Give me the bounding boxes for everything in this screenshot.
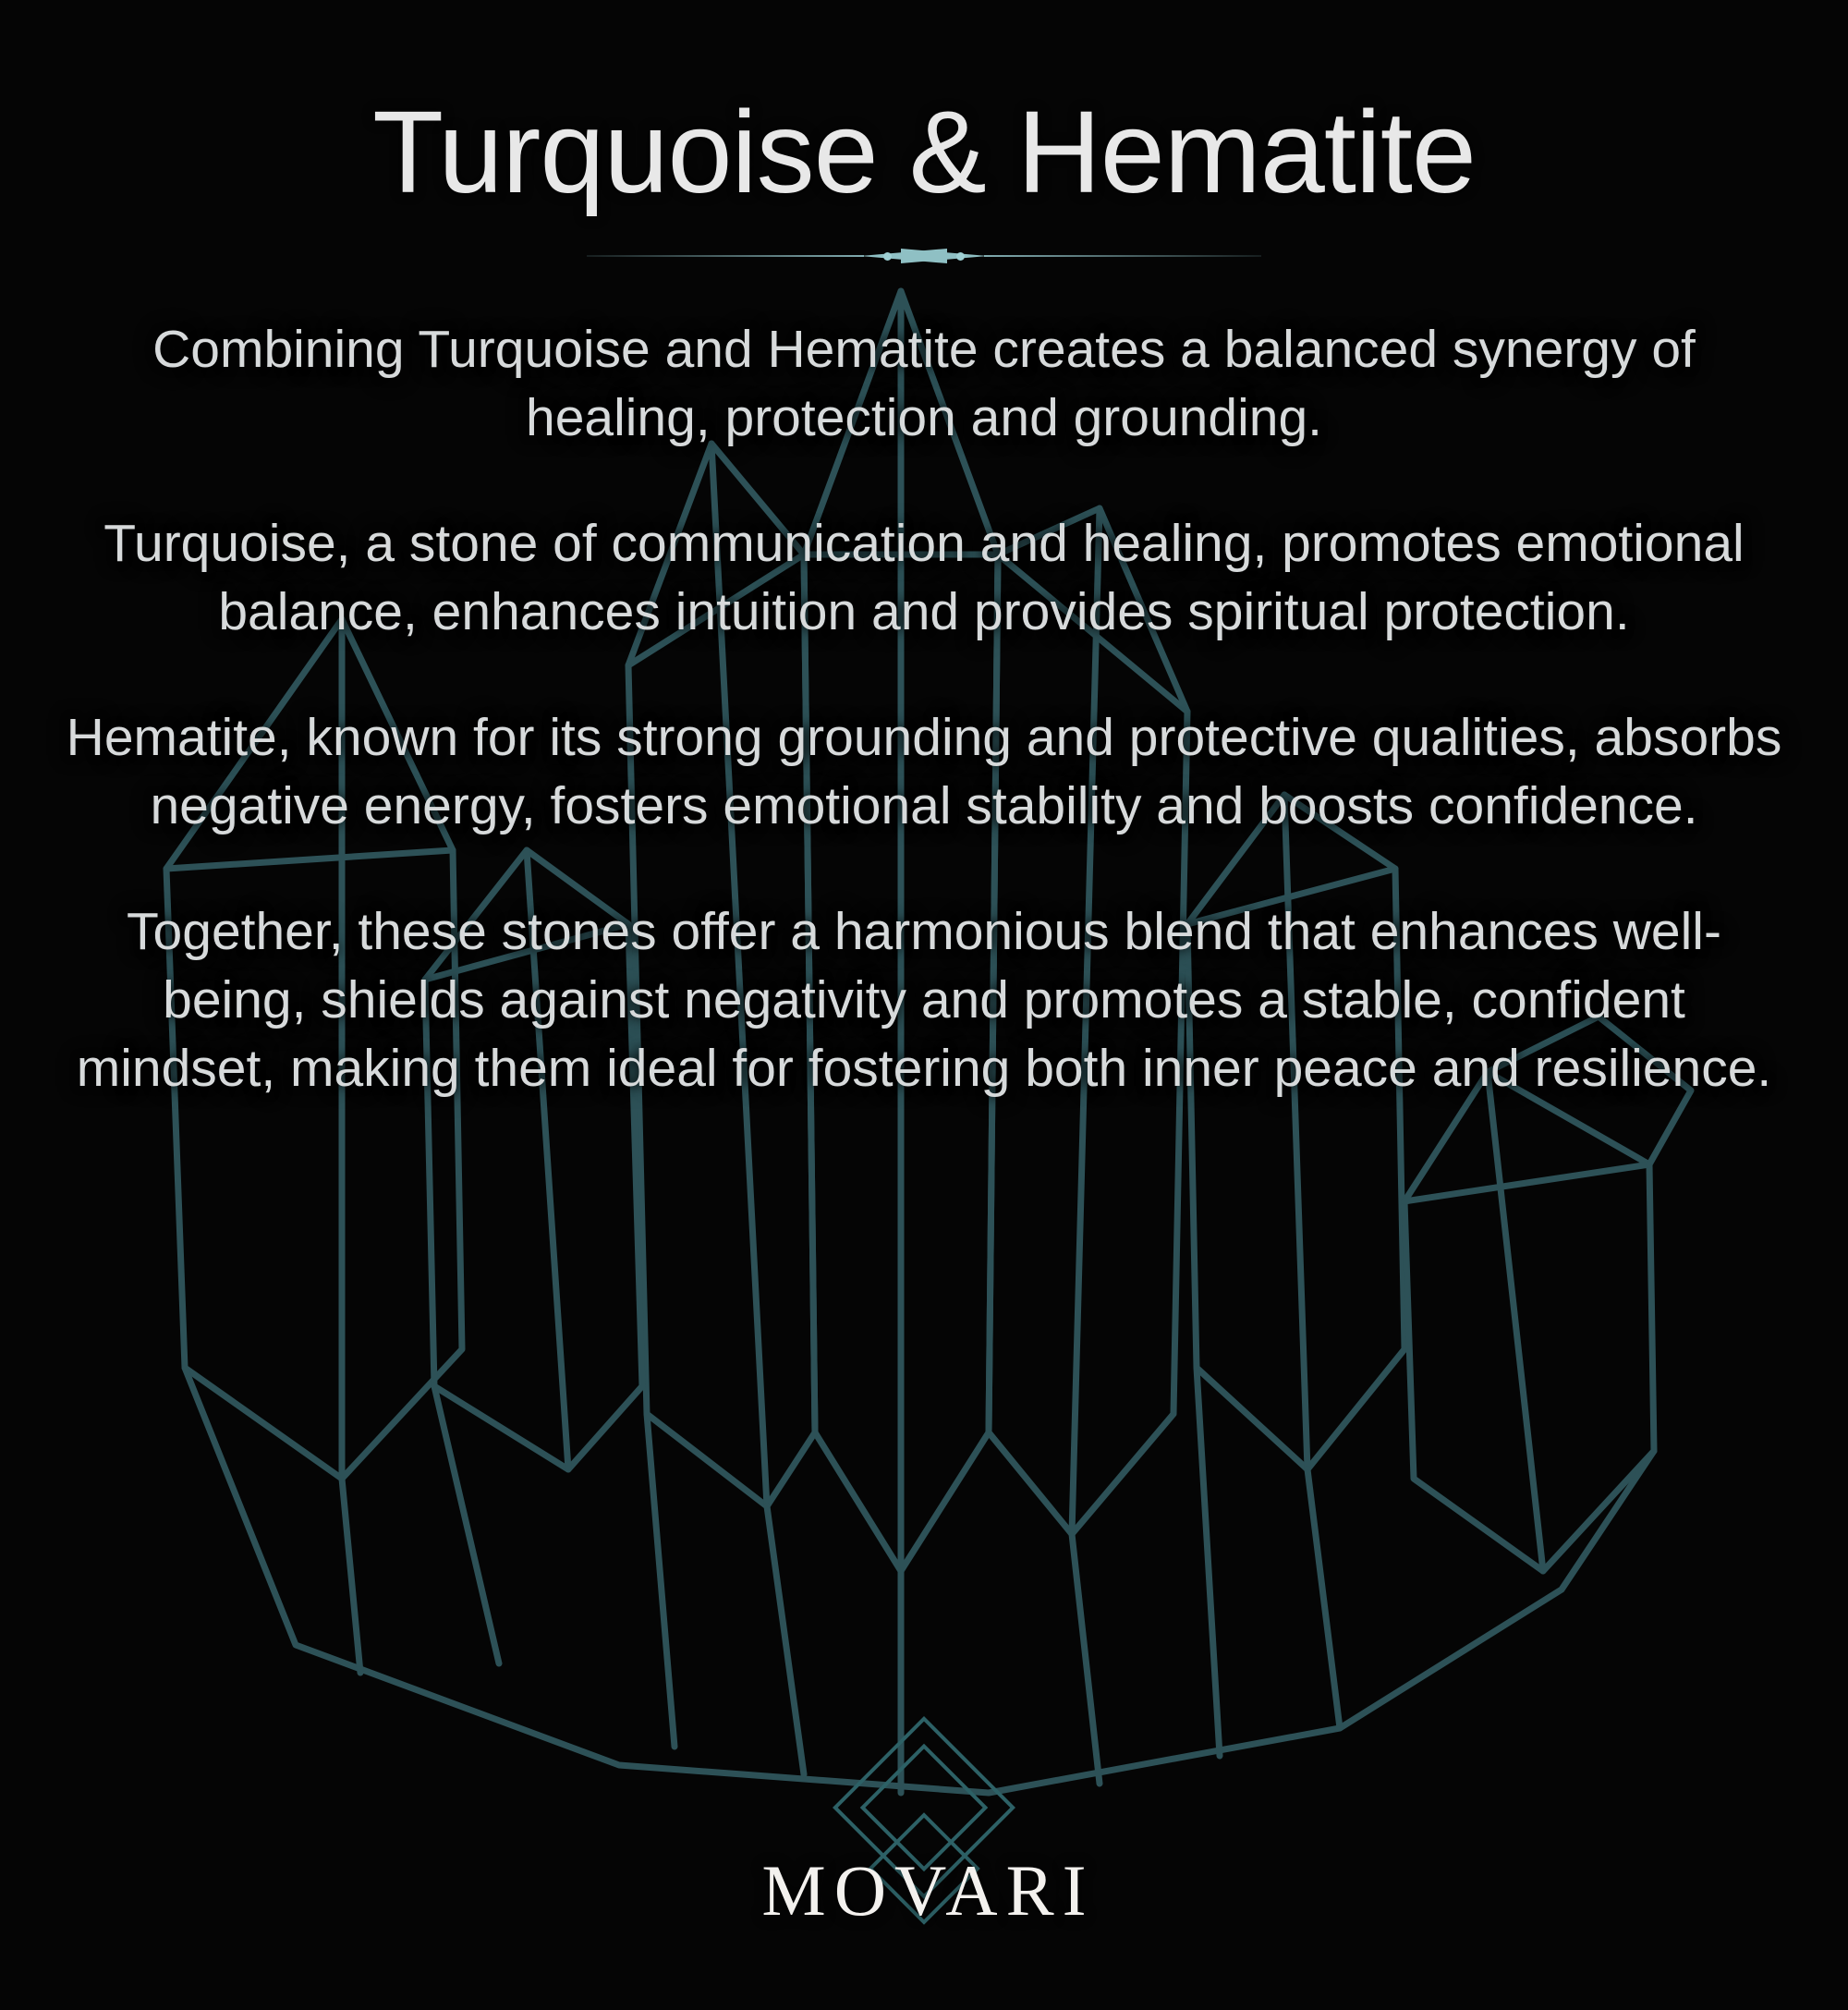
brand-footer	[0, 1849, 1848, 1932]
diamond-divider-ornament	[559, 238, 1289, 274]
paragraph-turquoise: Turquoise, a stone of communication and healing, promotes emotional balance, enhances intuition and provides spiritual protection.	[103, 513, 1745, 641]
paragraph-intro: Combining Turquoise and Hematite creates a balanced synergy of healing, protection and grounding.	[152, 319, 1696, 447]
paragraph-together: Together, these stones offer a harmonious blend that enhances well-being, shields against negativity and promotes a stable, confident mindset, making them ideal for fostering both inner peace and resilience.	[76, 902, 1772, 1099]
divider-line-left	[587, 255, 864, 257]
paragraph-hematite: Hematite, known for its strong grounding and protective qualities, absorbs negative energy, fosters emotional stability and boosts confidence.	[66, 707, 1782, 836]
divider-line-right	[984, 255, 1261, 257]
brand-name: MOVARI	[761, 1850, 1095, 1931]
divider-dot-left	[956, 252, 965, 261]
divider-dot-right	[883, 252, 892, 261]
divider-diamond-right	[901, 249, 988, 263]
body-text	[60, 315, 1788, 1103]
page-title: Turquoise & Hematite	[372, 87, 1476, 217]
